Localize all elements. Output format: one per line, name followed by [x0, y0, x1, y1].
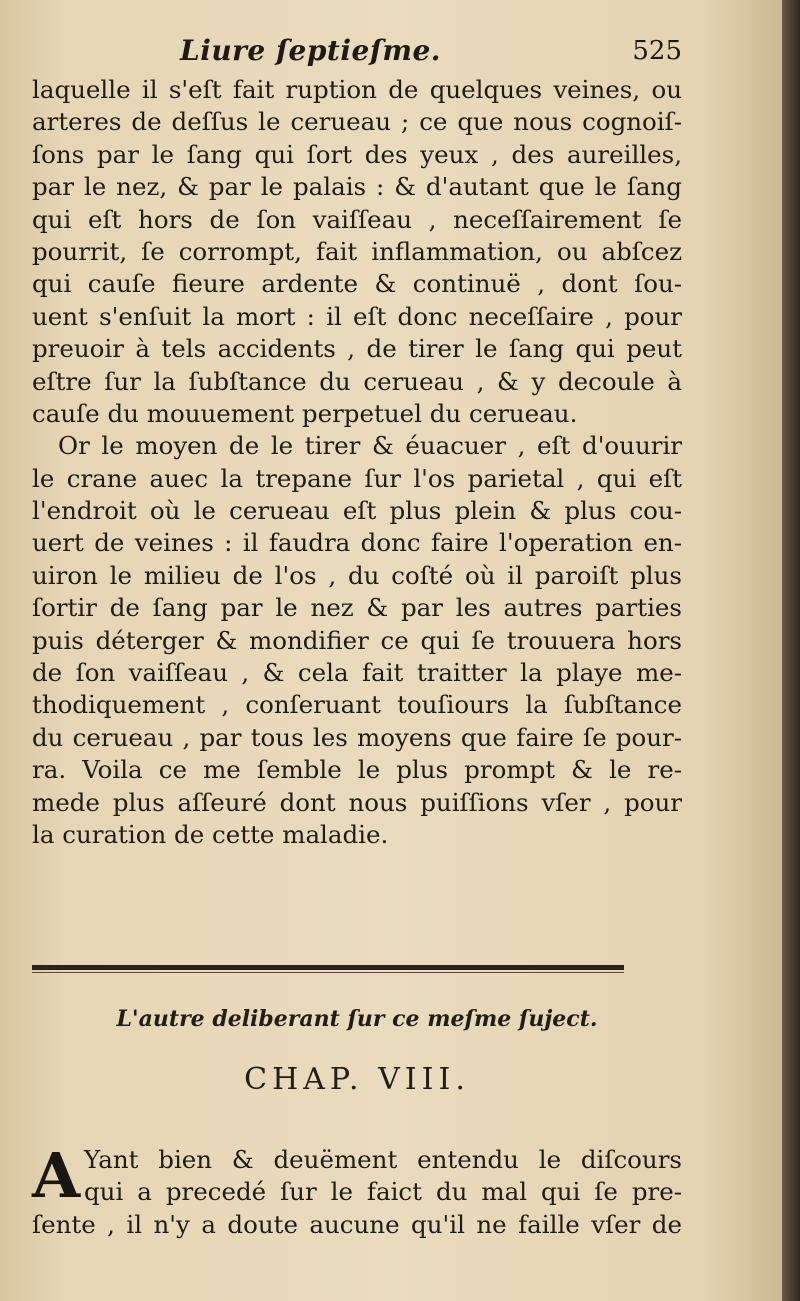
- text-line: pourrit, ſe corrompt, fait inflammation, ou abſcez: [32, 236, 682, 266]
- drop-cap: A: [32, 1139, 81, 1212]
- text-line: uent s'enſuit la mort : il eſt donc neceſſaire , pour: [32, 301, 682, 331]
- text-line: arteres de deſſus le cerueau ; ce que nous cognoiſ-: [32, 107, 682, 137]
- text-line: qui a precedé ſur le faict du mal qui ſe pre-: [84, 1177, 682, 1207]
- text-line: thodiquement , conſeruant touſiours la ſubſtance: [32, 690, 682, 720]
- section-divider-thin: [32, 972, 624, 973]
- text-line: par le nez, & par le palais : & d'autant que le ſang: [32, 172, 682, 202]
- text-line: Yant bien & deuëment entendu le diſcours: [84, 1145, 682, 1174]
- text-line: qui cauſe fieure ardente & continuë , dont ſou-: [32, 269, 682, 299]
- text-line: qui eſt hors de ſon vaiſſeau , neceſſairement ſe: [32, 204, 682, 234]
- text-line: ſons par le ſang qui ſort des yeux , des aureilles,: [32, 139, 682, 169]
- text-line: laquelle il s'eſt fait ruption de quelques veines, ou: [32, 75, 682, 104]
- text-line: la curation de cette maladie.: [32, 819, 389, 849]
- text-line: preuoir à tels accidents , de tirer le ſang qui peut: [32, 334, 682, 364]
- body-text: [32, 74, 682, 851]
- text-line: eſtre ſur la ſubſtance du cerueau , & y decoule à: [32, 366, 682, 396]
- book-spine-edge: [782, 0, 800, 1301]
- text-line: le crane auec la trepane ſur l'os parietal , qui eſt: [32, 463, 682, 493]
- section-divider: [32, 965, 624, 970]
- text-line: cauſe du mouuement perpetuel du cerueau.: [32, 398, 578, 428]
- section-title: L'autre deliberant ſur ce meſme ſuject.: [116, 1006, 598, 1032]
- chapter-opening: [32, 1139, 682, 1241]
- chapter-heading: CHAP. VIII.: [244, 1062, 470, 1097]
- text-line: de ſon vaiſſeau , & cela fait traitter la playe me-: [32, 658, 682, 688]
- running-title: Liure ſeptieſme.: [180, 34, 442, 67]
- text-line: mede plus aſſeuré dont nous puiſſions vſer , pour: [32, 787, 682, 817]
- text-line: Or le moyen de le tirer & éuacuer , eſt d'ouurir: [58, 431, 682, 461]
- text-line: puis déterger & mondifier ce qui ſe trouuera hors: [32, 625, 682, 655]
- text-line: ſente , il n'y a doute aucune qu'il ne faille vſer de: [32, 1209, 682, 1239]
- page-number: 525: [632, 36, 682, 66]
- page-header: [32, 28, 682, 68]
- text-line: uert de veines : il faudra donc faire l'operation en-: [32, 528, 682, 558]
- text-line: ſortir de ſang par le nez & par les autres parties: [32, 593, 682, 623]
- text-line: du cerueau , par tous les moyens que faire ſe pour-: [32, 722, 682, 752]
- text-line: ra. Voila ce me ſemble le plus prompt & le re-: [32, 755, 682, 785]
- text-line: uiron le milieu de l'os , du coſté où il paroiſt plus: [32, 560, 682, 590]
- text-line: l'endroit où le cerueau eſt plus plein & plus cou-: [32, 496, 682, 526]
